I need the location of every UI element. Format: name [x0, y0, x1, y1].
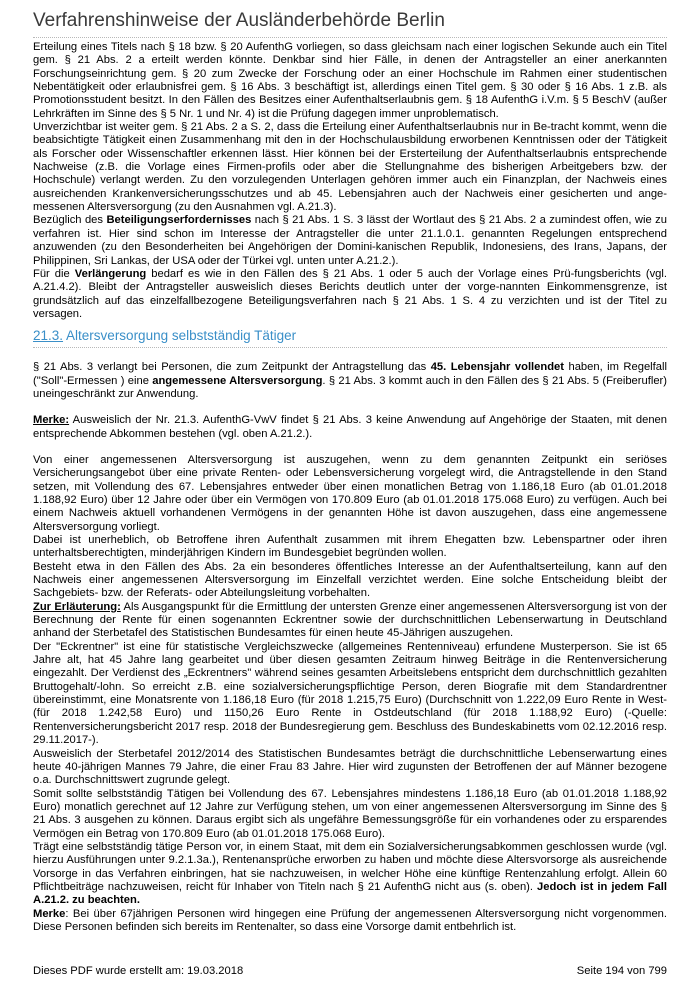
paragraph: Besteht etwa in den Fällen des Abs. 2a ein besonderes öffentliches Interesse an der Aufenthaltserteilung, kann auf den Nachweis einer angemessenen Altersversorgung im Einzelfall verzichtet werden. Eine solche Entscheidung bleibt der Sachgebiets- bzw. der Referats- oder Abteilungsleitung vorbehalten. [33, 560, 667, 600]
footer-created-date: Dieses PDF wurde erstellt am: 19.03.2018 [33, 965, 244, 977]
paragraph: Erteilung eines Titels nach § 18 bzw. § 20 AufenthG vorliegen, so dass gleichsam nach einer logischen Sekunde auch ein Titel gem. § 21 Abs. 2 a erteilt werden könnte. Denkbar sind hier Fälle, in denen der Antragsteller an einer anerkannten Forschungseinrichtung gem. § 20 zum Zwecke der Forschung oder an einer Hochschule im Rahmen einer studentischen Nebentätigkeit oder erlaubnisfrei gem. § 16 Abs. 3 beschäftigt ist, allerdings einen Titel gem. § 30 oder § 16 Abs. 1 z.B. als Promotionsstudent besitzt. In den Fällen des Besitzes einer Aufenthaltserlaubnis gem. § 18 AufenthG i.V.m. § 5 BeschV (außer Lehrkräften im Sinne des § 5 Nr. 1 und Nr. 4) ist die Prüfung dagegen immer unproblematisch. [33, 41, 667, 120]
paragraph: Dabei ist unerheblich, ob Betroffene ihren Aufenthalt zusammen mit ihrem Ehegatten bzw. Lebenspartner oder ihren unterhaltsberechtigten, minderjährigen Kindern im Bundesgebiet begründen wollen. [33, 534, 667, 560]
section-title: Altersversorgung selbstständig Tätiger [66, 328, 297, 344]
paragraph-merke: Merke: Ausweislich der Nr. 21.3. AufenthG-VwV findet § 21 Abs. 3 keine Anwendung auf Angehörige der Staaten, mit denen entsprechende Abkommen bestehen (vgl. oben A.21.2.). [33, 414, 667, 440]
paragraph: Unverzichtbar ist weiter gem. § 21 Abs. 2 a S. 2, dass die Erteilung einer Aufenthaltserlaubnis nur in Be-tracht kommt, wenn die beabsichtigte Tätigkeit einen Zusammenhang mit den in der Hochschulausbildung erworbenen Kenntnissen oder der Tätigkeit als Forscher oder Wissenschaftler erkennen lässt. Hier können bei der Ersterteilung der Aufenthaltserlaubnis entsprechende Nachweise (z.B. die Vorlage eines Firmen-profils oder aber die Stellungnahme des bisherigen Arbeitgebers bzw. der Hochschule) verlangt werden. Zu den vorzulegenden Unterlagen gehören immer auch ein Finanzplan, der Nachweis eines ausreichenden Krankenversicherungsschutzes und ab 45. Lebensjahren auch der Nachweis einer gesicherten und ange-messenen Altersversorgung (zu den Ausnahmen vgl. A.21.3). [33, 121, 667, 214]
paragraph-traegt: Trägt eine selbstständig tätige Person vor, in einem Staat, mit dem ein Sozialversicherungsabkommen geschlossen wurde (vgl. hierzu Ausführungen unter 9.2.1.3a.), Rentenansprüche erworben zu haben und möchte diese Altersvorsorge als ausreichende Vorsorge in das Verfahren einbringen, hat sie nachzuweisen, in welcher Höhe eine künftige Rentenzahlung erfolgt. Allein 60 Pflichtbeiträge nachzuweisen, reicht für Inhaber von Titeln nach § 21 AufenthG nicht aus (s. oben). Jedoch ist in jedem Fall A.21.2. zu beachten. [33, 840, 667, 907]
paragraph: Ausweislich der Sterbetafel 2012/2014 des Statistischen Bundesamtes beträgt die durchschnittliche Lebenserwartung eines heute 40-jährigen Mannes 79 Jahre, die einer Frau 83 Jahre. Hier wird zugunsten der Betroffenen der auf Männer bezogene o.a. Durchschnittswert zugrunde gelegt. [33, 747, 667, 787]
paragraph-erlaeuterung: Zur Erläuterung: Als Ausgangspunkt für die Ermittlung der untersten Grenze einer angemessenen Altersversorgung ist von der Berechnung der Rente für einen sogenannten Eckrentner sowie der durchschnittlichen Lebenserwartung in Deutschland anhand der Sterbetafel des Statistischen Bundesamtes für einen heute 45-Jährigen auszugehen. [33, 600, 667, 640]
paragraph-abs3: § 21 Abs. 3 verlangt bei Personen, die zum Zeitpunkt der Antragstellung das 45. Lebensjahr vollendet haben, im Regelfall ("Soll"-Ermessen ) eine angemessene Altersversorgung. § 21 Abs. 3 kommt auch in den Fällen des § 21 Abs. 5 (Freiberufler) uneingeschränkt zur Anwendung. [33, 361, 667, 400]
paragraph: Der "Eckrentner" ist eine für statistische Vergleichszwecke (allgemeines Rentenniveau) erfundene Musterperson. Sie ist 65 Jahre alt, hat 45 Jahre lang gearbeitet und über diesen gesamten Zeitraum hinweg Beiträge in die Rentenversicherung eingezahlt. Der Verdienst des „Eckrentners" während seines gesamten Arbeitslebens entspricht dem durchschnittlich gezahlten Bruttogehalt/-lohn. So erreicht z.B. eine sozialversicherungspflichtige Person, deren Biografie mit dem Standardrentner übereinstimmt, eine Monatsrente von 1.186,18 Euro (für 2018 1.215,75 Euro) (Durchschnitt von 1.222,09 Euro Rente in West- (für 2018 1.242,58 Euro) und 1150,26 Euro Rente in Ostdeutschland (für 2018 1.188,92 Euro) (-Quelle: Rentenversicherungsbericht 2017 resp. 2018 der Bundesregierung gem. Beschluss des Bundeskabinetts vom 02.12.2016 resp. 29.11.2017-). [33, 640, 667, 747]
section-heading [33, 327, 667, 345]
page-title: Verfahrenshinweise der Ausländerbehörde Berlin [33, 10, 445, 31]
paragraph-verlaengerung: Für die Verlängerung bedarf es wie in den Fällen des § 21 Abs. 1 oder 5 auch der Vorlage eines Prü-fungsberichts (vgl. A.21.4.2). Bleibt der Antragsteller ausweislich dieses Berichts deutlich unter der vorge-nannten Einkommensgrenze, ist grundsätzlich auf das einzelfallbezogene Beteiligungsverfahren nach § 21 Abs. 1 S. 4 zu verzichten und ist der Titel zu versagen. [33, 267, 667, 320]
paragraph-merke: Merke: Bei über 67jährigen Personen wird hingegen eine Prüfung der angemessenen Altersversorgung nicht vorgenommen. Diese Personen befinden sich bereits im Rentenalter, so dass eine Vorsorge damit entbehrlich ist. [33, 907, 667, 933]
document-body [33, 41, 667, 934]
footer-page-number: Seite 194 von 799 [576, 965, 667, 977]
paragraph-beteiligung: Bezüglich des Beteiligungserfordernisses nach § 21 Abs. 1 S. 3 lässt der Wortlaut des § 21 Abs. 2 a zumindest offen, wie zu verfahren ist. Hier sind schon im Interesse der Antragsteller die unter 21.1.0.1. genannten Regelungen entsprechend anzuwenden (zu den Besonderheiten bei Angehörigen der Domini-kanischen Republik, Indonesiens, des Irans, Japans, der Philippinen, Sri Lankas, der USA oder der Türkei vgl. unten unter A.21.2.). [33, 214, 667, 267]
title-divider [33, 37, 667, 38]
paragraph: Von einer angemessenen Altersversorgung ist auszugehen, wenn zu dem genannten Zeitpunkt ein seriöses Versicherungsangebot über eine private Renten- oder Lebensversicherung vorgelegt wird, die Antragstellende in den Stand setzen, mit Vollendung des 67. Lebensjahres entweder über einen monatlichen Betrag von 1.186,18 Euro (ab 01.01.2018 1.188,92 Euro) über 12 Jahre oder über ein Vermögen von 170.809 Euro (ab 01.01.2018 175.068 Euro) zu verfügen. Auch bei einem Nachweis aktuell vorhandenen Vermögens in der genannten Höhe ist davon auszugehen, dass eine angemessene Altersversorgung vorliegt. [33, 453, 667, 533]
paragraph: Somit sollte selbstständig Tätigen bei Vollendung des 67. Lebensjahres mindestens 1.186,18 Euro (ab 01.01.2018 1.188,92 Euro) monatlich gerechnet auf 12 Jahre zur Verfügung stehen, um von einer angemessenen Altersversorgung im Sinne des § 21 Abs. 3 ausgehen zu können. Daraus ergibt sich als ungefähre Bemessungsgröße für ein vorhandenes oder zu ersparendes Vermögen ein Betrag von 170.809 Euro (ab 01.01.2018 175.068 Euro). [33, 787, 667, 840]
section-number-link[interactable]: 21.3. [33, 328, 64, 344]
